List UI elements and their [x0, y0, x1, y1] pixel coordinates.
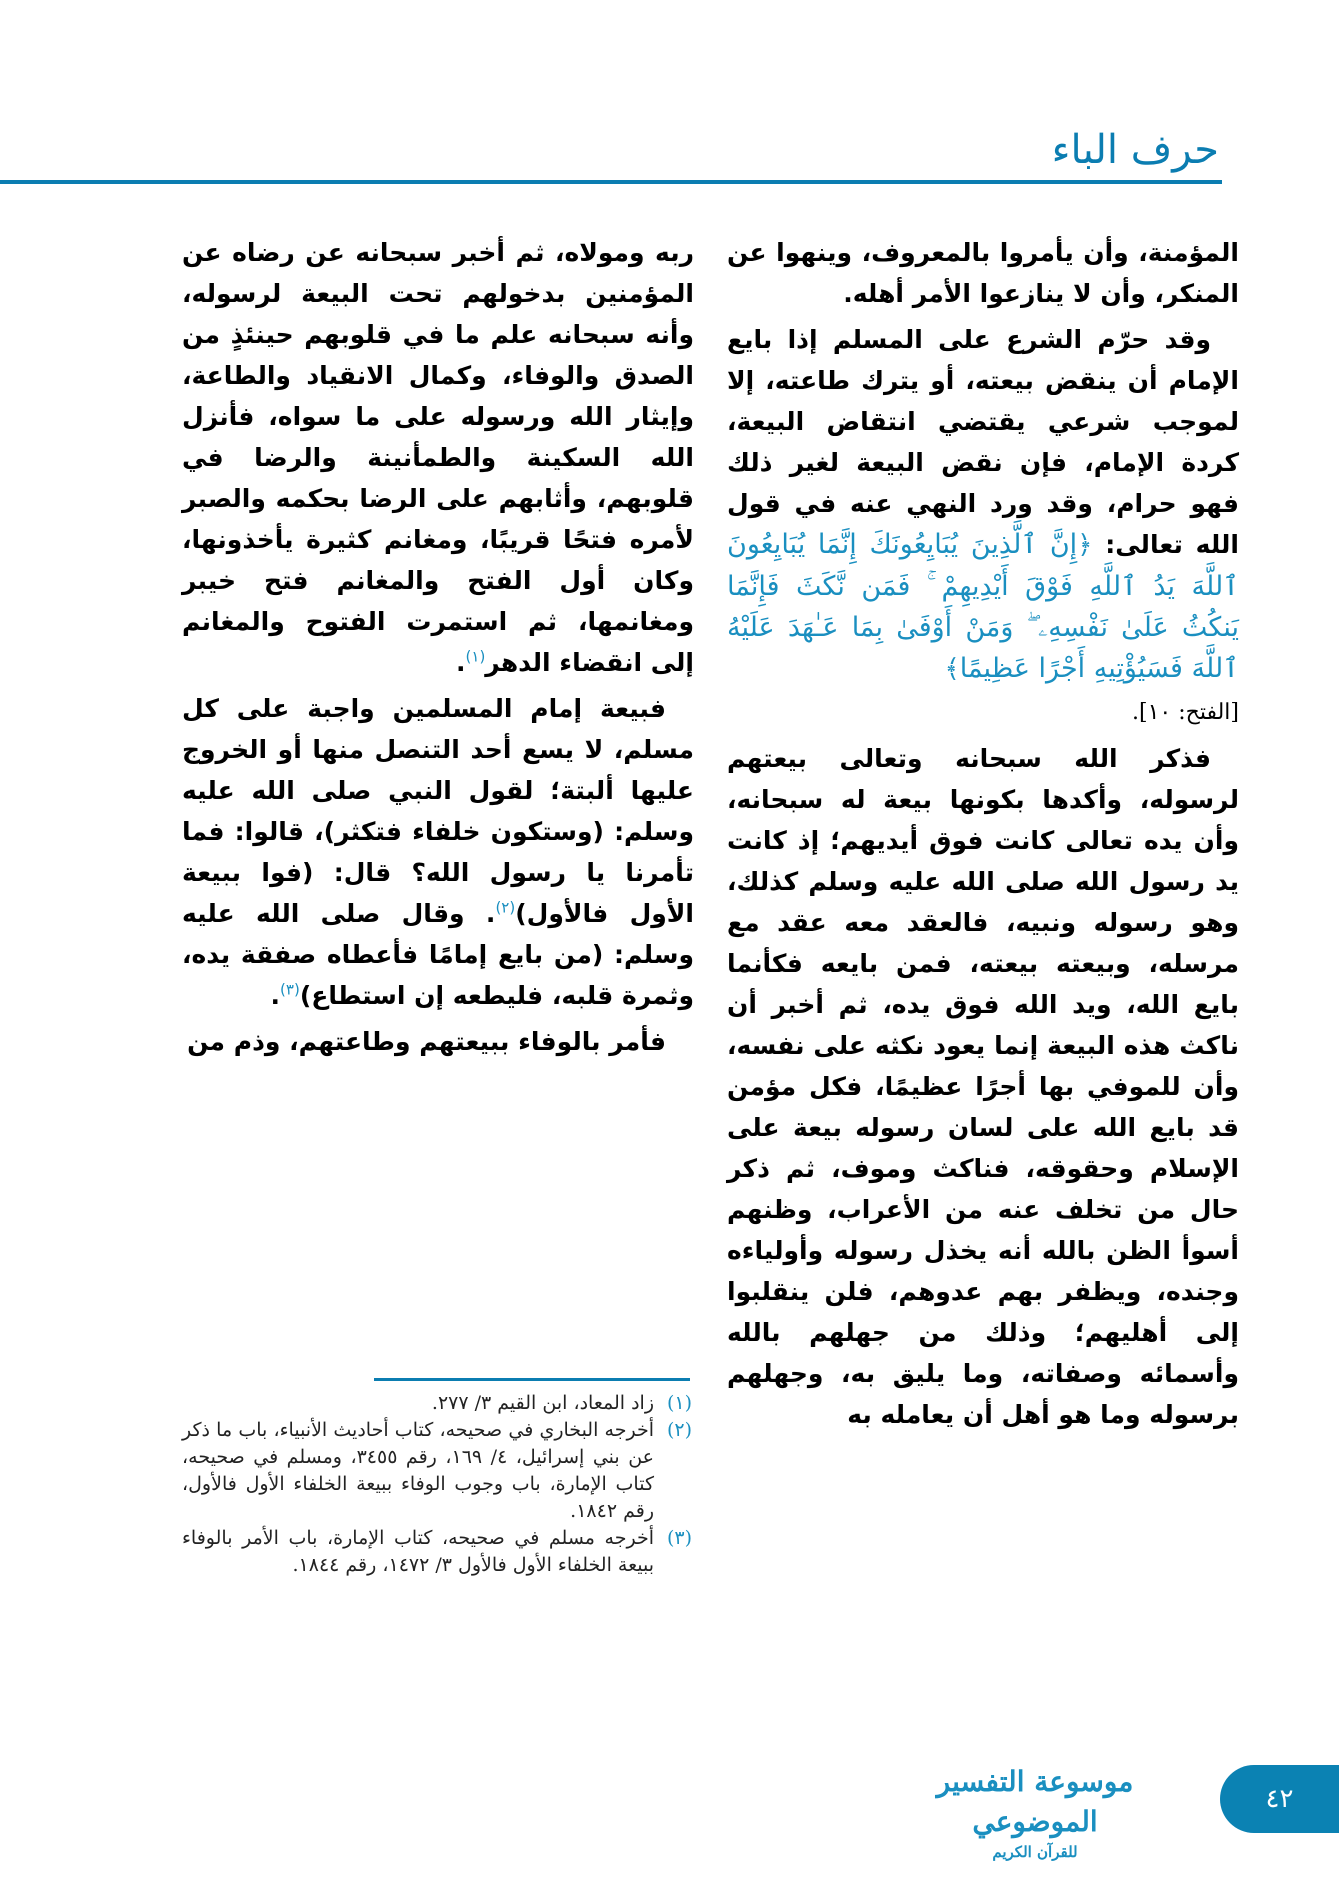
page-number: ٤٢: [1265, 1784, 1294, 1814]
footnote-text: أخرجه البخاري في صحيحه، كتاب أحاديث الأنبياء، باب ما ذكر عن بني إسرائيل، ٤/ ١٦٩، رقم ٣٤٥٥، ومسلم في صحيحه، كتاب الإمارة، باب وجوب الوفاء ببيعة الخلفاء الأول فالأول، رقم ١٨٤٢.: [182, 1419, 655, 1522]
encyclopedia-logo: [890, 1762, 1180, 1862]
paragraph: فذكر الله سبحانه وتعالى بيعتهم لرسوله، وأكدها بكونها بيعة له سبحانه، وأن يده تعالى كانت فوق أيديهم؛ إذ كانت يد رسول الله صلى الله عليه وسلم كذلك، وهو رسوله ونبيه، فالعقد معه عقد مع مرسله، وبيعته بيعته، فمن بايعه فكأنما بايع الله، ويد الله فوق يده، ثم أخبر أن ناكث هذه البيعة إنما يعود نكثه على نفسه، وأن للموفي بها أجرًا عظيمًا، فكل مؤمن قد بايع الله على لسان رسوله بيعة على الإسلام وحقوقه، فناكث وموف، ثم ذكر حال من تخلف عنه من الأعراب، وظنهم أسوأ الظن بالله أنه يخذل رسوله وأولياءه وجنده، ويظفر بهم عدوهم، فلن ينقلبوا إلى أهليهم؛ وذلك من جهلهم بالله وأسمائه وصفاته، وما يليق به، وجهلهم برسوله وما هو أهل أن يعامله به: [727, 744, 1239, 1429]
footnote-ref-2[interactable]: (٢): [495, 898, 516, 917]
ayah-open-bracket-icon: ﴿: [1077, 530, 1093, 560]
verse-reference: [الفتح: ١٠].: [1132, 700, 1239, 725]
footnote-item: [182, 1417, 692, 1525]
paragraph-text: ربه ومولاه، ثم أخبر سبحانه عن رضاه عن المؤمنين بدخولهم تحت البيعة لرسوله، وأنه سبحانه علم ما في قلوبهم حينئذٍ من الصدق والوفاء، وكمال الانقياد والطاعة، وإيثار الله ورسوله على ما سواه، فأنزل الله السكينة والطمأنينة والرضا في قلوبهم، وأثابهم على الرضا بحكمه والصبر لأمره فتحًا قريبًا، ومغانم كثيرة يأخذونها، وكان أول الفتح والمغانم فتح خيبر ومغانمها، ثم استمرت الفتوح والمغانم إلى انقضاء الدهر: [182, 238, 694, 677]
left-column: [182, 232, 694, 1067]
paragraph: المؤمنة، وأن يأمروا بالمعروف، وينهوا عن المنكر، وأن لا ينازعوا الأمر أهله.: [727, 238, 1239, 308]
paragraph: [182, 232, 694, 683]
footnote-item: [182, 1525, 692, 1579]
footnote-ref-1[interactable]: (١): [465, 647, 486, 666]
period: .: [456, 648, 466, 677]
footnote-number: (٢): [666, 1419, 692, 1441]
hadith-quote: (من بايع إمامًا فأعطاه صفقة يده، وثمرة قلبه، فليطعه إن استطاع): [182, 940, 694, 1010]
footnote-separator: [374, 1378, 690, 1381]
hadith-quote: (وستكون خلفاء فتكثر)، قالوا: فما تأمرنا يا رسول الله؟ قال: (فوا ببيعة الأول فالأول): [182, 817, 694, 928]
footnotes: [182, 1390, 692, 1579]
right-column: [727, 232, 1239, 1440]
paragraph-with-ayah: [727, 319, 1239, 733]
paragraph: [182, 688, 694, 1016]
quran-verse: إِنَّ ٱلَّذِينَ يُبَايِعُونَكَ إِنَّمَا يُبَايِعُونَ ٱللَّهَ يَدُ ٱللَّهِ فَوْقَ أَيْدِيهِمْ ۚ فَمَن نَّكَثَ فَإِنَّمَا يَنكُثُ عَلَىٰ نَفْسِهِۦ ۖ وَمَنْ أَوْفَىٰ بِمَا عَـٰهَدَ عَلَيْهُ ٱللَّهَ فَسَيُؤْتِيهِ أَجْرًا عَظِيمًا: [727, 529, 1239, 684]
footnote-item: [182, 1390, 692, 1417]
section-title: حرف الباء: [1051, 127, 1219, 173]
paragraph-text: فبيعة إمام المسلمين واجبة على كل مسلم، لا يسع أحد التنصل منها أو الخروج عليها ألبتة؛ لقول النبي صلى الله عليه وسلم:: [182, 694, 694, 846]
footnote-text: أخرجه مسلم في صحيحه، كتاب الإمارة، باب الأمر بالوفاء ببيعة الخلفاء الأول فالأول ٣/ ١٤٧٢، رقم ١٨٤٤.: [182, 1527, 654, 1576]
footnote-ref-3[interactable]: (٣): [280, 980, 300, 999]
logo-subtitle: للقرآن الكريم: [992, 1843, 1078, 1861]
footnote-number: (١): [666, 1392, 692, 1414]
ayah-close-bracket-icon: ﴾: [944, 654, 960, 684]
logo-title: موسوعة التفسير الموضوعي: [936, 1765, 1134, 1838]
paragraph-text: وقد حرّم الشرع على المسلم إذا بايع الإمام أن ينقض بيعته، أو يترك طاعته، إلا لموجب شرعي يقتضي انتقاض البيعة، كردة الإمام، فإن نقض البيعة لغير ذلك فهو حرام، وقد ورد النهي عنه في قول الله تعالى:: [727, 325, 1239, 559]
page-number-badge: [1220, 1765, 1339, 1833]
paragraph: فأمر بالوفاء ببيعتهم وطاعتهم، وذم من: [187, 1027, 666, 1056]
header-divider: [0, 180, 1222, 184]
footnote-text: زاد المعاد، ابن القيم ٣/ ٢٧٧.: [431, 1392, 654, 1414]
paragraph-text: . وقال صلى الله عليه وسلم:: [182, 899, 694, 969]
period: .: [270, 981, 281, 1010]
footnote-number: (٣): [666, 1527, 692, 1549]
